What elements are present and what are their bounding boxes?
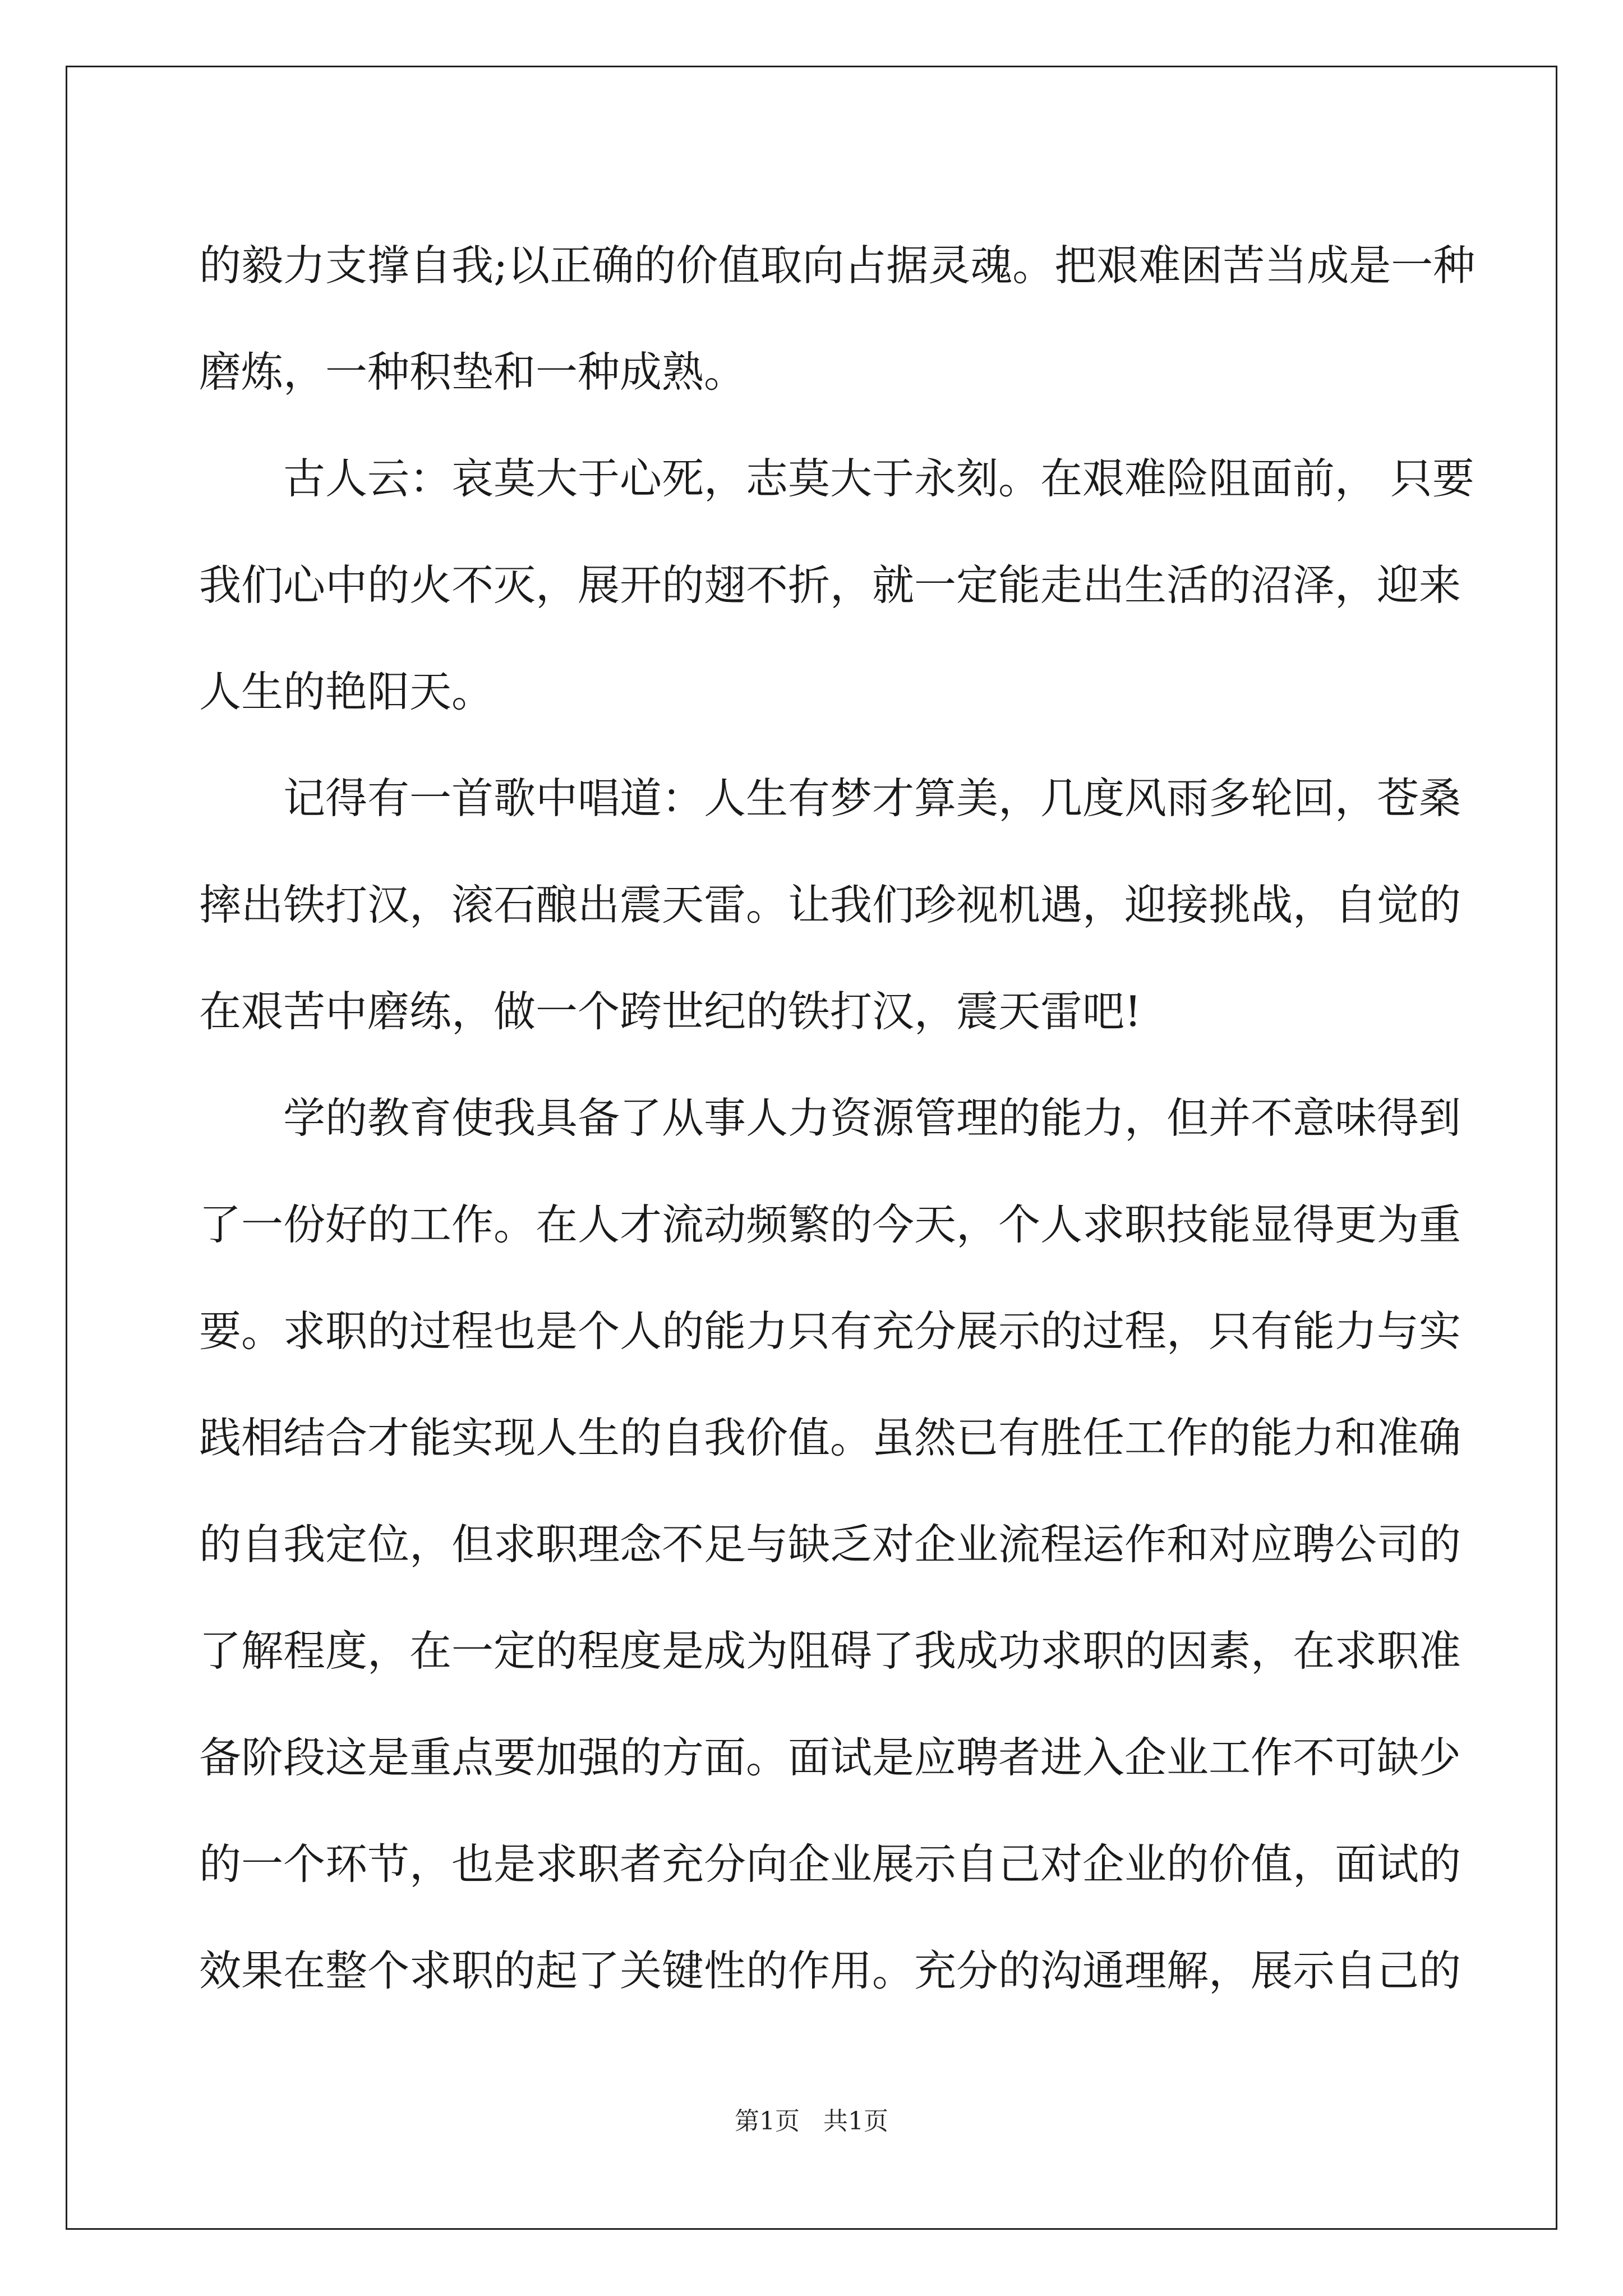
text-line: 在艰苦中磨练，做一个跨世纪的铁打汉，震天雷吧! bbox=[199, 987, 1142, 1036]
text-line: 记得有一首歌中唱道：人生有梦才算美，几度风雨多轮回，苍桑 bbox=[283, 774, 1461, 823]
text-line: 摔出铁打汉，滚石酿出震天雷。让我们珍视机遇，迎接挑战，自觉的 bbox=[199, 880, 1461, 930]
footer-spacer bbox=[800, 2107, 823, 2136]
text-line: 了一份好的工作。在人才流动频繁的今天，个人求职技能显得更为重 bbox=[199, 1200, 1461, 1249]
document-body bbox=[199, 212, 1476, 2024]
text-line: 学的教育使我具备了从事人力资源管理的能力，但并不意味得到 bbox=[283, 1093, 1461, 1143]
text-line: 人生的艳阳天。 bbox=[199, 667, 494, 716]
text-line: 的自我定位，但求职理念不足与缺乏对企业流程运作和对应聘公司的 bbox=[199, 1520, 1461, 1569]
text-line: 的毅力支撑自我;以正确的价值取向占据灵魂。把艰难困苦当成是一种 bbox=[199, 241, 1476, 290]
text-line: 备阶段这是重点要加强的方面。面试是应聘者进入企业工作不可缺少 bbox=[199, 1733, 1461, 1782]
text-line: 要。求职的过程也是个人的能力只有充分展示的过程，只有能力与实 bbox=[199, 1306, 1461, 1356]
page-number: 第1页 bbox=[735, 2107, 800, 2136]
text-line: 的一个环节，也是求职者充分向企业展示自己对企业的价值，面试的 bbox=[199, 1839, 1461, 1889]
text-line: 我们心中的火不灭，展开的翅不折，就一定能走出生活的沼泽，迎来 bbox=[199, 560, 1461, 610]
page-footer bbox=[0, 2101, 1623, 2137]
page-total: 共1页 bbox=[823, 2107, 888, 2136]
text-line: 了解程度，在一定的程度是成为阻碍了我成功求职的因素，在求职准 bbox=[199, 1626, 1461, 1676]
text-line: 磨炼，一种积垫和一种成熟。 bbox=[199, 347, 746, 397]
text-line: 效果在整个求职的起了关键性的作用。充分的沟通理解，展示自己的 bbox=[199, 1946, 1461, 1995]
text-line: 古人云：哀莫大于心死，志莫大于永刻。在艰难险阻面前， 只要 bbox=[283, 454, 1474, 503]
text-line: 践相结合才能实现人生的自我价值。虽然已有胜任工作的能力和准确 bbox=[199, 1413, 1461, 1462]
